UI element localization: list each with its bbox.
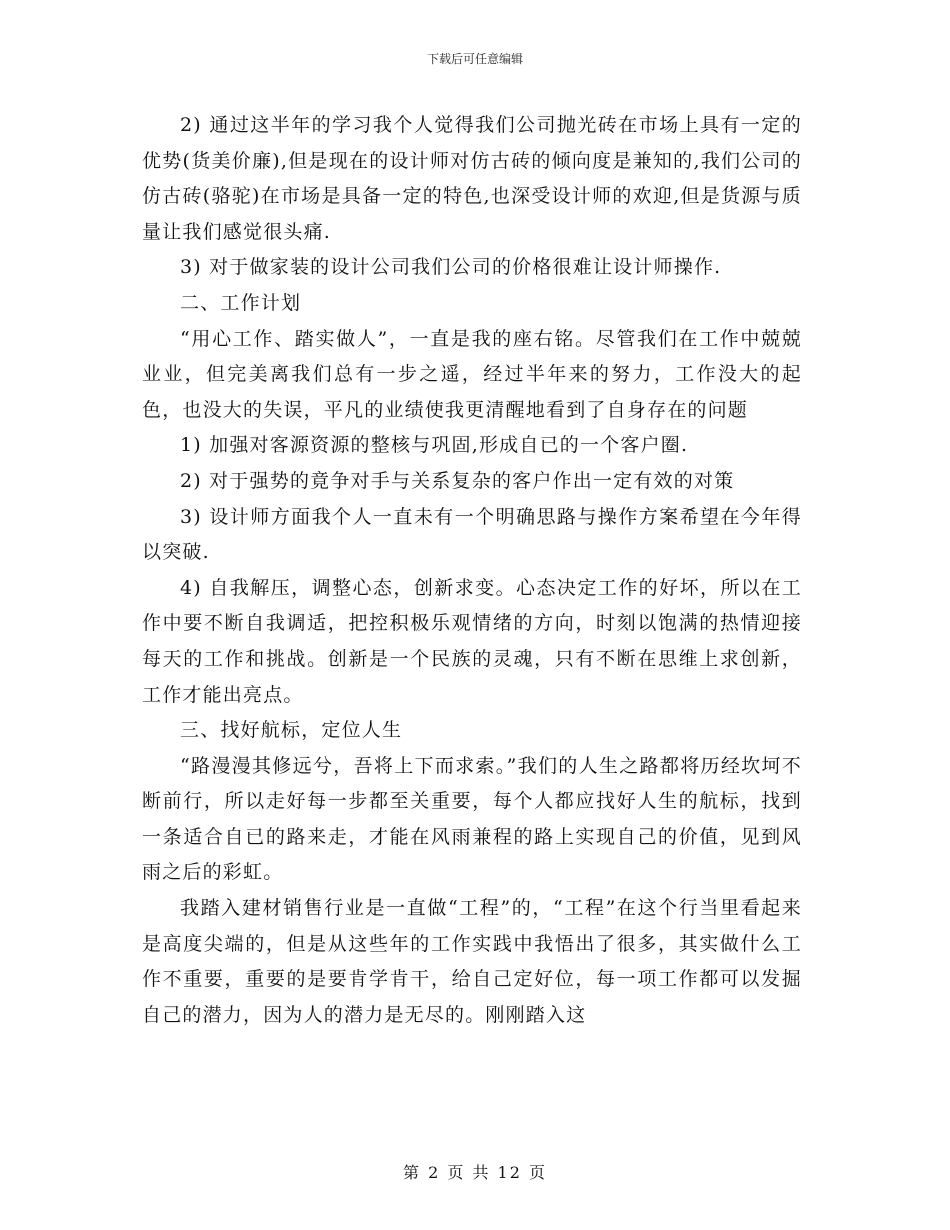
paragraph-1: 2) 通过这半年的学习我个人觉得我们公司抛光砖在市场上具有一定的优势(货美价廉),但是现在的设计师对仿古砖的倾向度是兼知的,我们公司的仿古砖(骆驼)在市场是具备一定的特色,也深受设计师的欢迎,但是货源与质量让我们感觉很头痛. bbox=[142, 114, 802, 243]
paragraph-9: 我踏入建材销售行业是一直做“工程”的，“工程”在这个行当里看起来是高度尖端的，但是从这些年的工作实践中我悟出了很多，其实做什么工作不重要，重要的是要肯学肯干，给自己定好位，每一项工作都可以发掘自己的潜力，因为人的潜力是无尽的。刚刚踏入这 bbox=[142, 897, 802, 1026]
document-body bbox=[142, 108, 802, 1033]
section-heading-work-plan: 二、工作计划 bbox=[180, 291, 302, 314]
paragraph-8: “路漫漫其修远兮，吾将上下而求索。”我们的人生之路都将历经坎坷不断前行，所以走好每一步都至关重要，每个人都应找好人生的航标，找到一条适合自已的路来走，才能在风雨兼程的路上实现自己的价值，见到风雨之后的彩虹。 bbox=[142, 754, 802, 884]
page-header: 下载后可任意编辑 bbox=[426, 52, 523, 66]
paragraph-4: 1) 加强对客源资源的整核与巩固,形成自已的一个客户圈. bbox=[180, 434, 689, 457]
paragraph-6: 3) 设计师方面我个人一直未有一个明确思路与操作方案希望在今年得以突破. bbox=[142, 505, 802, 564]
paragraph-2: 3) 对于做家装的设计公司我们公司的价格很难让设计师操作. bbox=[180, 256, 722, 279]
page-number: 第 2 页 共 12 页 bbox=[403, 1163, 547, 1182]
paragraph-7: 4) 自我解压，调整心态，创新求变。心态决定工作的好坏，所以在工作中要不断自我调适，把控积极乐观情绪的方向，时刻以饱满的热情迎接每天的工作和挑战。创新是一个民族的灵魂，只有不断在思维上求创新，工作才能出亮点。 bbox=[142, 576, 802, 706]
paragraph-3: “用心工作、踏实做人”，一直是我的座右铭。尽管我们在工作中兢兢业业，但完美离我们总有一步之遥，经过半年来的努力，工作没大的起色，也没大的失误，平凡的业绩使我更清醒地看到了自身存在的问题 bbox=[142, 327, 802, 421]
section-heading-life-direction: 三、找好航标，定位人生 bbox=[180, 719, 403, 742]
paragraph-5: 2) 对于强势的竟争对手与关系复杂的客户作出一定有效的对策 bbox=[180, 469, 735, 492]
